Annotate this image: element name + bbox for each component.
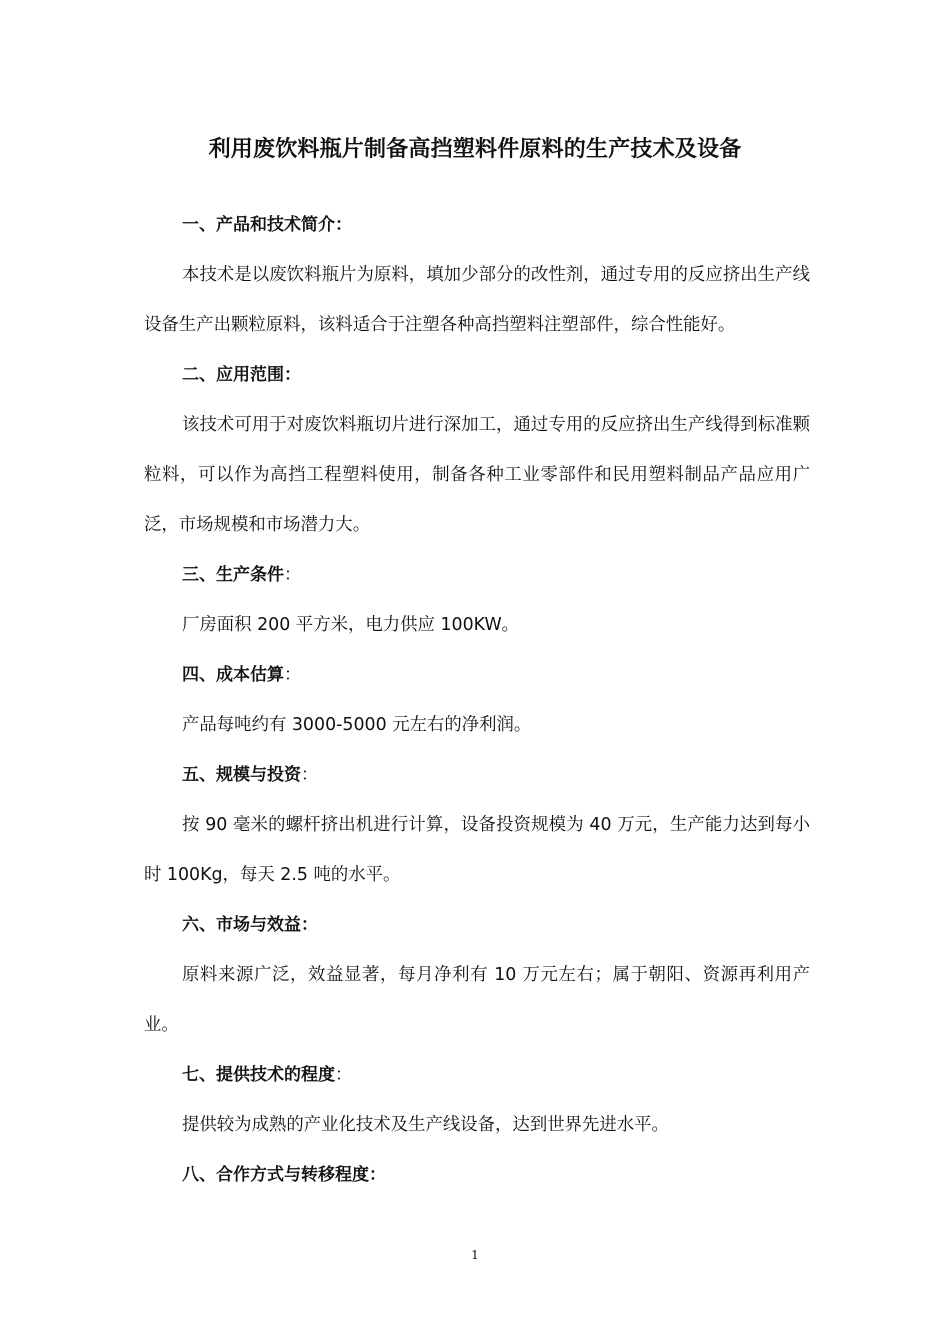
document-title: 利用废饮料瓶片制备高挡塑料件原料的生产技术及设备: [208, 137, 742, 162]
section-heading-colon: ：: [369, 1165, 386, 1185]
section-heading-label: 五、规模与投资: [182, 765, 301, 785]
section-heading: [144, 200, 810, 250]
section-heading-colon: ：: [284, 365, 301, 385]
section-heading-label: 一、产品和技术简介: [182, 215, 335, 235]
section-heading-colon: ：: [335, 215, 352, 235]
section-heading-label: 四、成本估算: [182, 665, 284, 685]
section-heading: [144, 350, 810, 400]
section-heading-colon: ：: [301, 915, 318, 935]
section-heading-colon: ：: [284, 665, 301, 685]
section-heading: [144, 750, 810, 800]
section-heading: [144, 900, 810, 950]
section-heading-label: 七、提供技术的程度: [182, 1065, 335, 1085]
document-body: [144, 200, 810, 1200]
section-paragraph: 按 90 毫米的螺杆挤出机进行计算，设备投资规模为 40 万元，生产能力达到每小时 100Kg，每天 2.5 吨的水平。: [144, 815, 810, 885]
section-heading: [144, 1150, 810, 1200]
section-heading-label: 六、市场与效益: [182, 915, 301, 935]
section-paragraph: 产品每吨约有 3000-5000 元左右的净利润。: [182, 715, 532, 735]
section-heading: [144, 550, 810, 600]
section-heading: [144, 1050, 810, 1100]
section-paragraph: 提供较为成熟的产业化技术及生产线设备，达到世界先进水平。: [182, 1115, 669, 1135]
section-heading-colon: ：: [335, 1065, 352, 1085]
section-heading-label: 二、应用范围: [182, 365, 284, 385]
section-heading-label: 八、合作方式与转移程度: [182, 1165, 369, 1185]
section-heading-label: 三、生产条件: [182, 565, 284, 585]
section-paragraph: 该技术可用于对废饮料瓶切片进行深加工，通过专用的反应挤出生产线得到标准颗粒料，可以作为高挡工程塑料使用，制备各种工业零部件和民用塑料制品产品应用广泛，市场规模和市场潜力大。: [144, 415, 810, 535]
section-heading-colon: ：: [284, 565, 301, 585]
section-heading-colon: ：: [301, 765, 318, 785]
section-heading: [144, 650, 810, 700]
page-number: 1: [471, 1248, 479, 1262]
section-paragraph: 厂房面积 200 平方米，电力供应 100KW。: [182, 615, 520, 635]
section-paragraph: 本技术是以废饮料瓶片为原料，填加少部分的改性剂，通过专用的反应挤出生产线设备生产出颗粒原料，该料适合于注塑各种高挡塑料注塑部件，综合性能好。: [144, 265, 810, 335]
section-paragraph: 原料来源广泛，效益显著，每月净利有 10 万元左右；属于朝阳、资源再利用产业。: [144, 965, 810, 1035]
